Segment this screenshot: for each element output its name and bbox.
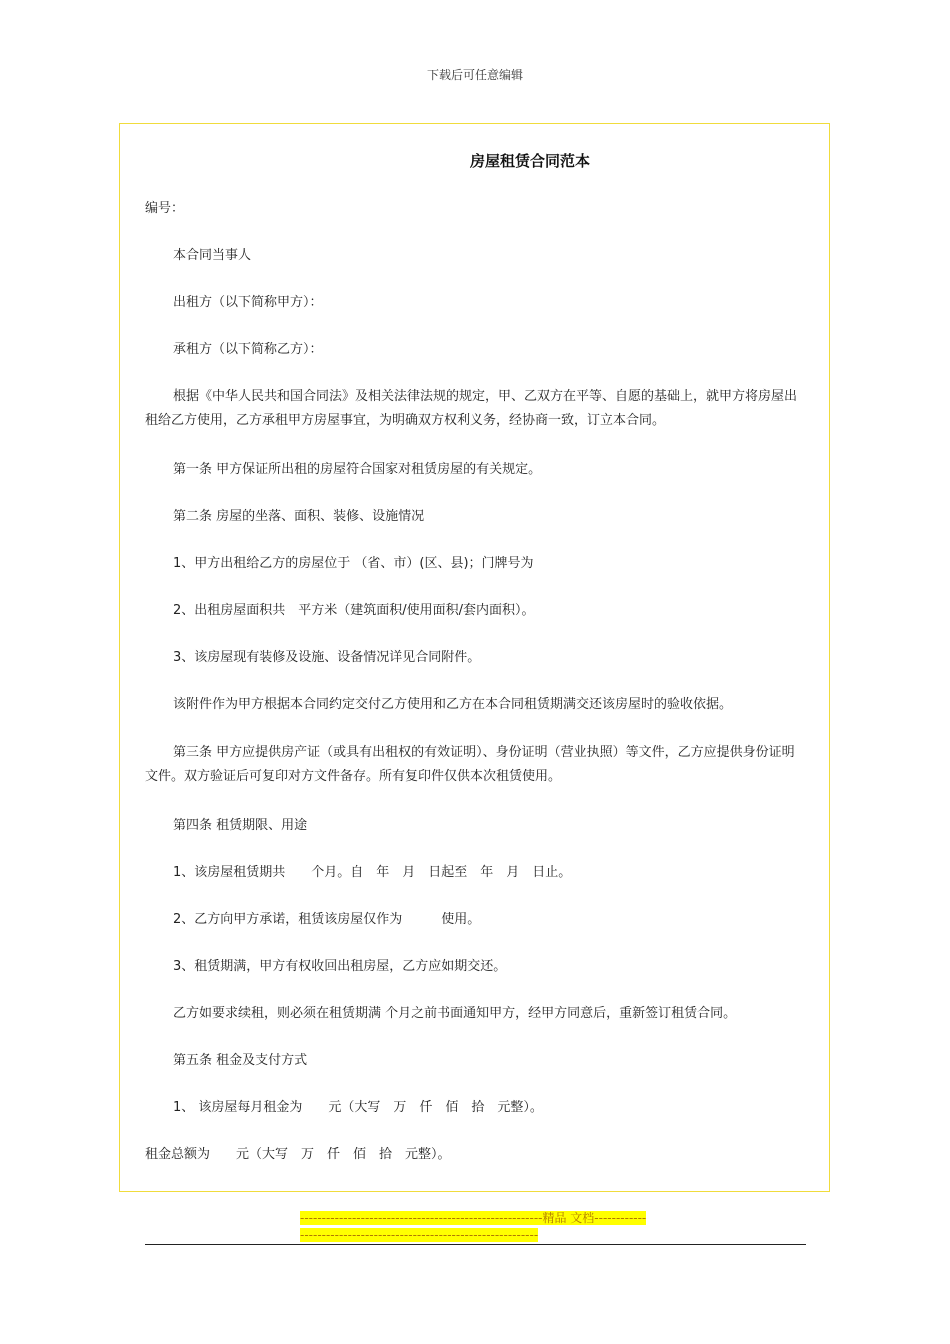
lessor-line: 出租方（以下简称甲方）： bbox=[173, 295, 323, 310]
attachment-note: 该附件作为甲方根据本合同约定交付乙方使用和乙方在本合同租赁期满交还该房屋时的验收依据。 bbox=[173, 697, 733, 712]
article-2-item-1: 1、甲方出租给乙方的房屋位于 （省、市）(区、县)；门牌号为 bbox=[173, 556, 534, 571]
article-4-heading: 第四条 租赁期限、用途 bbox=[173, 818, 308, 833]
document-title: 房屋租赁合同范本 bbox=[469, 152, 590, 170]
preamble-paragraph: 根据《中华人民共和国合同法》及相关法律法规的规定，甲、乙双方在平等、自愿的基础上，就甲方将房屋出租给乙方使用，乙方承租甲方房屋事宜，为明确双方权利义务，经协商一致，订立本合同。 bbox=[145, 389, 798, 428]
article-4-item-1: 1、该房屋租赁期共 个月。自 年 月 日起至 年 月 日止。 bbox=[173, 865, 572, 880]
article-2-item-3: 3、该房屋现有装修及设施、设备情况详见合同附件。 bbox=[173, 650, 481, 665]
article-5-item-1: 1、 该房屋每月租金为 元（大写 万 仟 佰 拾 元整）。 bbox=[173, 1100, 543, 1115]
article-1: 第一条 甲方保证所出租的房屋符合国家对租赁房屋的有关规定。 bbox=[173, 462, 542, 477]
footer-watermark-text: --------------------------------------------------------精品 文档------------------------------------------------------------------- bbox=[300, 1211, 647, 1242]
article-5-heading: 第五条 租金及支付方式 bbox=[173, 1053, 308, 1068]
article-3: 第三条 甲方应提供房产证（或具有出租权的有效证明）、身份证明（营业执照）等文件，乙方应提供身份证明文件。双方验证后可复印对方文件备存。所有复印件仅供本次租赁使用。 bbox=[145, 745, 795, 784]
renewal-note: 乙方如要求续租，则必须在租赁期满 个月之前书面通知甲方，经甲方同意后，重新签订租赁合同。 bbox=[173, 1006, 737, 1021]
parties-heading: 本合同当事人 bbox=[173, 248, 252, 263]
total-rent-line: 租金总额为 元（大写 万 仟 佰 拾 元整）。 bbox=[145, 1147, 451, 1162]
lessee-line: 承租方（以下简称乙方）： bbox=[173, 342, 323, 357]
footer-rule bbox=[145, 1244, 806, 1245]
article-2-heading: 第二条 房屋的坐落、面积、装修、设施情况 bbox=[173, 509, 425, 524]
article-4-item-3: 3、租赁期满，甲方有权收回出租房屋，乙方应如期交还。 bbox=[173, 959, 507, 974]
article-4-item-2: 2、乙方向甲方承诺，租赁该房屋仅作为 使用。 bbox=[173, 912, 481, 927]
article-2-item-2: 2、出租房屋面积共 平方米（建筑面积/使用面积/套内面积）。 bbox=[173, 603, 535, 618]
footer-watermark bbox=[300, 1210, 650, 1244]
contract-number-label: 编号： bbox=[145, 201, 185, 216]
header-note: 下载后可任意编辑 bbox=[426, 68, 523, 82]
